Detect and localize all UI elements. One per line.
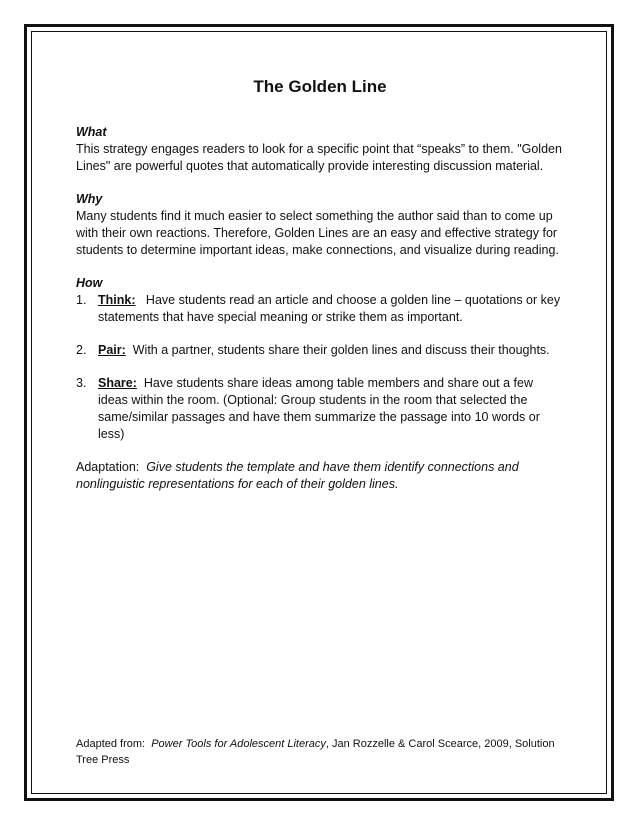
citation-prefix: Adapted from: bbox=[76, 738, 146, 750]
what-section bbox=[76, 124, 564, 175]
what-heading: What bbox=[76, 125, 107, 139]
step-number: 1. bbox=[76, 293, 87, 307]
step-text: Have students read an article and choose a golden line – quotations or key statements that have special meaning or strike them as important. bbox=[98, 293, 561, 324]
step-share bbox=[76, 375, 564, 443]
why-heading: Why bbox=[76, 192, 103, 206]
step-term: Share: bbox=[98, 376, 137, 390]
step-term: Pair: bbox=[98, 343, 126, 357]
step-number: 2. bbox=[76, 343, 87, 357]
source-citation bbox=[76, 736, 564, 768]
step-text: With a partner, students share their golden lines and discuss their thoughts. bbox=[132, 343, 550, 357]
step-text: Have students share ideas among table members and share out a few ideas within the room. (Optional: Group students in the room that selected the same/similar passages and have them summarize the passage into 10 words or less) bbox=[98, 376, 540, 441]
citation-suffix: , Jan Rozzelle & Carol Scearce, 2009, Solution Tree Press bbox=[76, 738, 555, 766]
adaptation-label: Adaptation: bbox=[76, 460, 140, 474]
how-heading: How bbox=[76, 276, 103, 290]
document-body bbox=[76, 76, 564, 509]
steps-list bbox=[76, 292, 564, 443]
adaptation-note bbox=[76, 459, 564, 493]
why-text: Many students find it much easier to select something the author said than to come up with their own reactions. Therefore, Golden Lines are an easy and effective strategy for students to determine important ideas, make connections, and visualize during reading. bbox=[76, 209, 559, 257]
page-title: The Golden Line bbox=[253, 77, 387, 96]
step-number: 3. bbox=[76, 376, 87, 390]
step-term: Think: bbox=[98, 293, 136, 307]
how-section bbox=[76, 275, 564, 443]
why-section bbox=[76, 191, 564, 259]
step-pair bbox=[76, 342, 564, 359]
adaptation-text: Give students the template and have them identify connections and nonlinguistic representations for each of their golden lines. bbox=[76, 460, 519, 491]
citation-book-title: Power Tools for Adolescent Literacy bbox=[151, 738, 326, 750]
step-think bbox=[76, 292, 564, 326]
what-text: This strategy engages readers to look for a specific point that “speaks” to them. "Golden Lines" are powerful quotes that automatically provide interesting discussion material. bbox=[76, 142, 562, 173]
